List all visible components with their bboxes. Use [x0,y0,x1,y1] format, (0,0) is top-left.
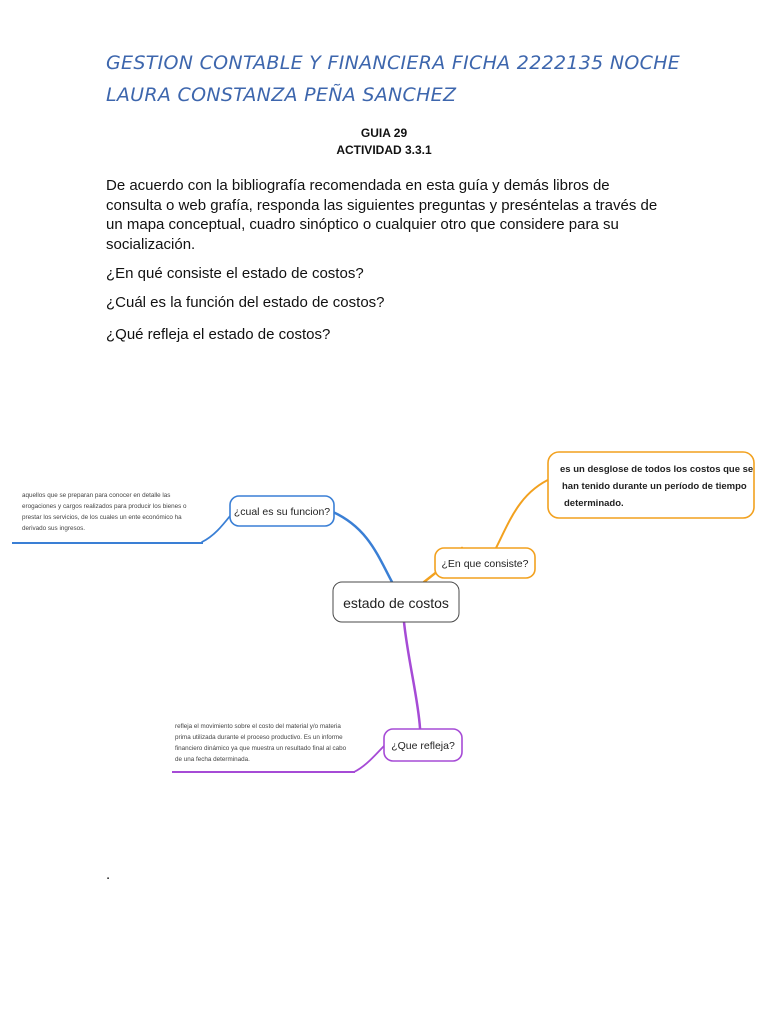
question-3: ¿Qué refleja el estado de costos? [106,326,331,343]
actividad-label: ACTIVIDAD 3.3.1 [336,143,432,157]
stray-period: . [106,866,111,883]
funcion-note-line-3: prestar los servicios, de los cuales un ente económico ha [22,514,182,521]
guia-label: GUIA 29 [360,126,408,140]
refleja-note-line-3: financiero dinámico ya que muestra un resultado final al cabo [175,745,347,752]
refleja-note-line-2: prima utilizada durante el proceso productivo. Es un informe [175,734,343,741]
branch-node-refleja [384,729,462,761]
connector-consiste-answer [496,478,552,548]
refleja-note-line-1: refleja el movimiento sobre el costo del material y/o materia [175,723,341,730]
funcion-note-line-1: aquellos que se preparan para conocer en detalle las [22,492,171,499]
answer-node-consiste [548,452,754,518]
connector-funcion-note [202,516,230,542]
branch-label-consiste: ¿En que consiste? [441,558,529,570]
branch-node-funcion [230,496,334,526]
funcion-note-line-2: erogaciones y cargos realizados para producir los bienes o [22,503,187,510]
branch-label-refleja: ¿Que refleja? [391,740,455,752]
consiste-answer-line-2: han tenido durante un período de tiempo [562,481,747,492]
question-1: ¿En qué consiste el estado de costos? [106,265,364,282]
connector-funcion [333,512,392,582]
title-line-1: GESTION CONTABLE Y FINANCIERA FICHA 2222135 NOCHE [106,52,681,74]
title-line-2: LAURA CONSTANZA PEÑA SANCHEZ [106,84,457,106]
connector-refleja-note [354,746,384,772]
refleja-note [175,723,347,763]
consiste-answer-line-3: determinado. [564,498,624,509]
center-node-label: estado de costos [343,595,449,611]
center-node [333,582,459,622]
branch-node-consiste [435,548,535,578]
funcion-note [22,492,187,532]
consiste-answer-line-1: es un desglose de todos los costos que se [560,464,754,475]
question-2: ¿Cuál es la función del estado de costos? [106,294,385,311]
connector-refleja [404,622,420,728]
funcion-note-line-4: derivado sus ingresos. [22,525,86,532]
instructions-paragraph: De acuerdo con la bibliografía recomendada en esta guía y demás libros de consulta o web grafía, responda las siguientes preguntas y preséntelas a través de un mapa conceptual, cuadro sinóptico o cualquier otro que considere para su socialización. [106,177,658,253]
refleja-note-line-4: de una fecha determinada. [175,756,250,763]
branch-label-funcion: ¿cual es su funcion? [233,506,331,518]
